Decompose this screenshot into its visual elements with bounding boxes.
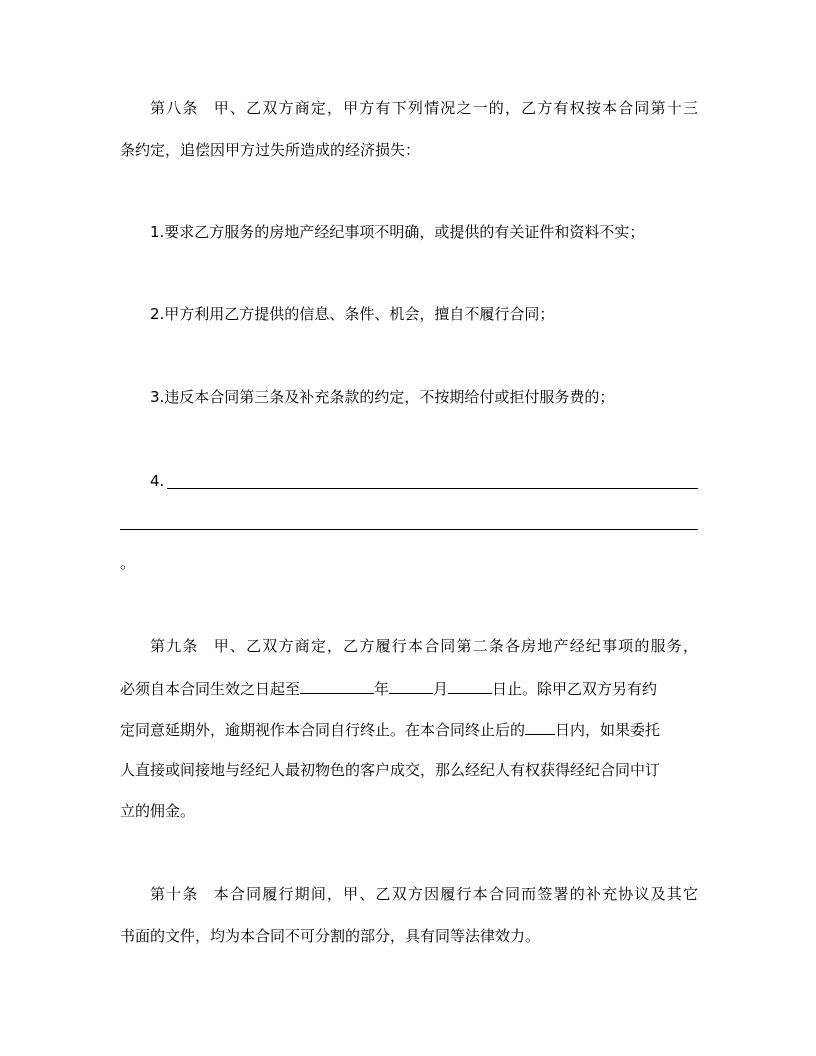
article8-ending-mark: 。 (120, 554, 136, 572)
article9-text-line2 (120, 678, 698, 698)
end-month-blank (389, 678, 433, 694)
article9-paragraph-line1 (150, 636, 698, 656)
article9-line3-start: 定同意延期外，逾期视作本合同自行终止。在本合同终止后的 (120, 721, 526, 739)
article9-text-line1: 甲、乙双方商定，乙方履行本合同第二条各房地产经纪事项的服务， (212, 637, 698, 655)
article9-heading: 第九条 (150, 637, 199, 655)
days-after-termination-blank (525, 719, 555, 735)
article9-line3-end: 日内，如果委托 (555, 721, 661, 739)
article8-heading: 第八条 (150, 99, 199, 117)
article8-item-2: 2.甲方利用乙方提供的信息、条件、机会，擅自不履行合同； (150, 305, 555, 323)
article8-paragraph-line1 (150, 98, 698, 118)
article9-line2-start: 必须自本合同生效之日起至 (120, 680, 301, 698)
article8-item-4-blank-line-2 (120, 529, 698, 530)
article9-line2-end: 日止。除甲乙双方另有约 (492, 680, 658, 698)
article9-text-line4: 人直接或间接地与经纪人最初物色的客户成交，那么经纪人有权获得经纪合同中订 (120, 761, 661, 779)
article10-text-line1: 本合同履行期间，甲、乙双方因履行本合同而签署的补充协议及其它 (212, 885, 698, 903)
article8-text-line1: 甲、乙双方商定，甲方有下列情况之一的，乙方有权按本合同第十三 (212, 99, 698, 117)
article8-item-3: 3.违反本合同第三条及补充条款的约定，不按期给付或拒付服务费的； (150, 388, 615, 406)
end-day-blank (448, 678, 492, 694)
article9-text-line3 (120, 719, 698, 739)
year-label: 年 (374, 680, 390, 698)
article10-paragraph-line1 (150, 884, 698, 904)
article8-item-1: 1.要求乙方服务的房地产经纪事项不明确，或提供的有关证件和资料不实； (150, 223, 645, 241)
article8-item-4-label: 4. (150, 472, 165, 490)
article8-text-line2: 条约定，追偿因甲方过失所造成的经济损失： (120, 141, 421, 159)
month-label: 月 (433, 680, 449, 698)
article10-heading: 第十条 (150, 885, 199, 903)
article8-item-4-blank-line (167, 488, 698, 489)
article9-text-line5: 立的佣金。 (120, 802, 196, 820)
end-year-blank (300, 678, 374, 694)
article10-text-line2: 书面的文件，均为本合同不可分割的部分，具有同等法律效力。 (120, 927, 541, 945)
